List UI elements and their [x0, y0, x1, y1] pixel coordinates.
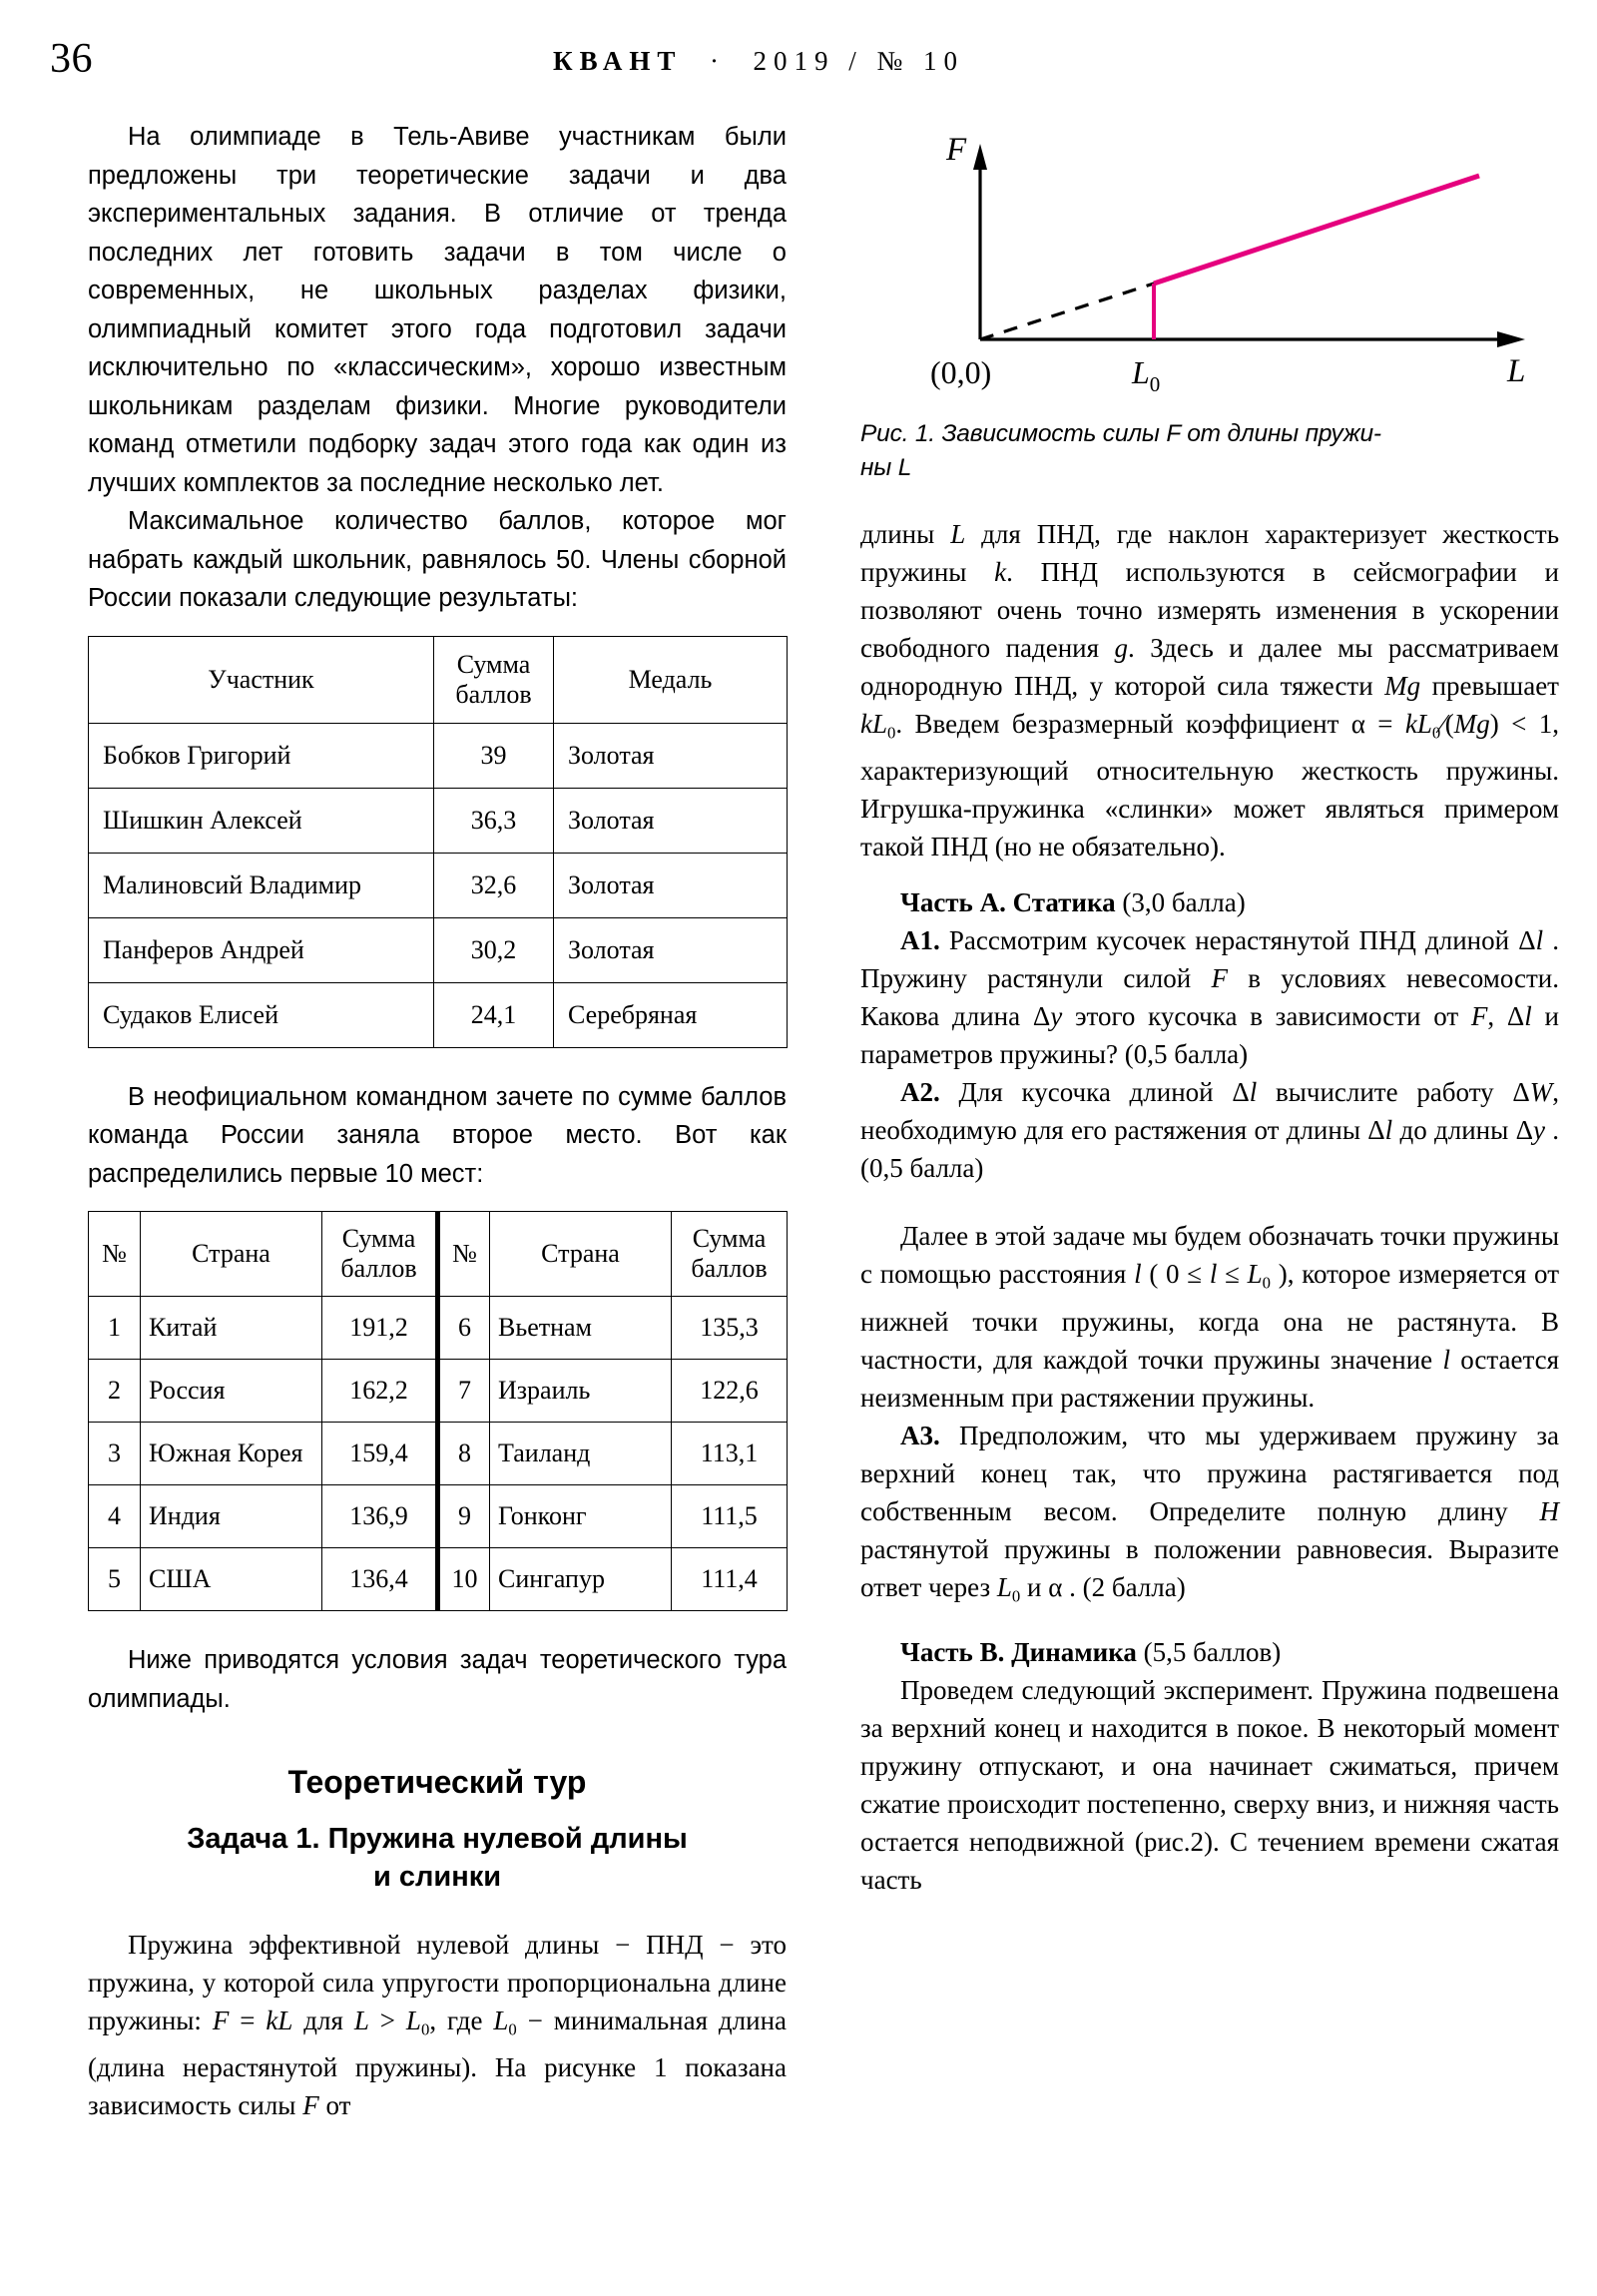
participant-medal: Золотая — [554, 917, 788, 982]
col-header-score-2 — [672, 1212, 788, 1297]
y-axis-label: F — [946, 132, 967, 168]
table-row — [89, 853, 788, 917]
right-paragraph-1: длины L для ПНД, где наклон характеризует жесткость пружины k. ПНД используются в сейсмографии и позволяют очень точно измерять изменения в ускорении свободного падения g. Здесь и далее мы рассматриваем однородную ПНД, у которой сила тяжести Mg превышает $kL_0$. Введем безразмерный коэффициент $\alpha = kL_0⁄(Mg) < 1$, характеризующий относительную жесткость пружины. Игрушка-пружинка «слинки» может являться примером такой ПНД (но не обязательно). — [860, 519, 1560, 862]
part-b-points: (5,5 баллов) — [1136, 1637, 1282, 1668]
part-b-title: Часть B. Динамика — [900, 1637, 1137, 1668]
country-name: Сингапур — [490, 1548, 672, 1611]
country-name: Россия — [141, 1360, 322, 1423]
part-a-points: (3,0 балла) — [1115, 887, 1246, 918]
col-header-medal: Медаль — [554, 636, 788, 723]
col-header-participant: Участник — [89, 636, 434, 723]
country-score: 135,3 — [672, 1297, 788, 1360]
problem-a2-label: A2. — [900, 1077, 940, 1108]
table-row — [89, 1485, 788, 1548]
table-header-row — [89, 636, 788, 723]
figure-1-plot — [860, 118, 1559, 407]
country-rank: 1 — [89, 1297, 141, 1360]
participant-name: Шишкин Алексей — [89, 788, 434, 853]
country-name: Индия — [141, 1485, 322, 1548]
part-b-text: Проведем следующий эксперимент. Пружина подвешена за верхний конец и находится в покое. В некоторый момент пружину отпускают, и она начинает сжиматься, причем сжатие происходит постепенно, сверху вниз, и нижняя часть остается неподвижной (рис.2). С течением времени сжатая часть — [860, 1675, 1559, 1896]
table-row — [89, 1297, 788, 1360]
participant-medal: Золотая — [554, 788, 788, 853]
right-column — [860, 118, 1559, 1899]
participant-name: Панферов Андрей — [89, 917, 434, 982]
participant-score: 24,1 — [434, 982, 554, 1047]
participant-score: 39 — [434, 723, 554, 788]
heading-task-1-line2: и слинки — [372, 1861, 502, 1893]
running-head — [0, 38, 1597, 98]
country-name: Таиланд — [490, 1423, 672, 1485]
participants-table — [88, 636, 788, 1048]
x-axis-arrow-icon — [1497, 331, 1525, 347]
intro-paragraph-1: На олимпиаде в Тель-Авиве участникам были предложены три теоретические задачи и два экспериментальных задания. В отличие от тренда последних лет готовить задачи в том числе о современных, не школьных разделах физики, олимпиадный комитет этого года подготовил задачи исключительно по «классическим», хорошо известным школьникам разделам физики. Многие руководители команд отметили подборку задач этого года как один из лучших комплектов за последние несколько лет. — [88, 123, 787, 497]
table-row — [89, 788, 788, 853]
participant-name: Судаков Елисей — [89, 982, 434, 1047]
problem-a2: A2. Для кусочка длиной Δl вычислите работу ΔW, необходимую для его растяжения от длины Δl до длины Δy . (0,5 балла) — [860, 1077, 1559, 1184]
page-number: 36 — [50, 36, 93, 82]
table-row — [89, 1360, 788, 1423]
journal-issue: 2019 / № 10 — [753, 46, 964, 76]
country-rank: 2 — [89, 1360, 141, 1423]
part-b-heading — [860, 1633, 1559, 1671]
col-header-score-line1: Сумма — [456, 649, 531, 679]
country-rank: 6 — [438, 1297, 490, 1360]
table-row — [89, 982, 788, 1047]
country-name: Китай — [141, 1297, 322, 1360]
country-score: 111,4 — [672, 1548, 788, 1611]
country-score: 111,5 — [672, 1485, 788, 1548]
country-score: 191,2 — [322, 1297, 438, 1360]
problem-a1-label: A1. — [900, 925, 940, 956]
header-separator: · — [709, 46, 726, 76]
problem-a3: A3. Предположим, что мы удерживаем пружину за верхний конец так, что пружина растягивается под собственным весом. Определите полную длину H растянутой пружины в положении равновесия. Выразите ответ через $L_0$ и α . (2 балла) — [860, 1420, 1559, 1606]
col-header-country-2: Страна — [490, 1212, 672, 1297]
figure-1-caption-text: Рис. 1. Зависимость силы F от длины пружи- ны L — [860, 420, 1381, 481]
participant-score: 36,3 — [434, 788, 554, 853]
country-score: 113,1 — [672, 1423, 788, 1485]
col-header-score2-line2: баллов — [691, 1254, 768, 1283]
country-name: США — [141, 1548, 322, 1611]
figure-1-caption — [860, 417, 1559, 485]
heading-task-1-line1: Задача 1. Пружина нулевой длины — [187, 1823, 688, 1855]
table-row — [89, 723, 788, 788]
table-row — [89, 917, 788, 982]
col-header-score — [322, 1212, 438, 1297]
country-rank: 4 — [89, 1485, 141, 1548]
left-column — [88, 118, 787, 2124]
heading-task-1 — [88, 1820, 787, 1896]
intro-paragraph-4: Ниже приводятся условия задач теоретического тура олимпиады. — [88, 1646, 787, 1713]
country-name: Вьетнам — [490, 1297, 672, 1360]
journal-header — [0, 46, 1517, 77]
country-score: 162,2 — [322, 1360, 438, 1423]
problem-a3-label: A3. — [900, 1420, 940, 1450]
table-row — [89, 1548, 788, 1611]
l0-tick-label: $L_0$ — [1132, 354, 1161, 396]
col-header-score-line2: баллов — [340, 1254, 417, 1283]
country-rank: 5 — [89, 1548, 141, 1611]
col-header-score-line2: баллов — [455, 679, 532, 709]
country-rank: 3 — [89, 1423, 141, 1485]
country-name: Израиль — [490, 1360, 672, 1423]
country-score: 136,4 — [322, 1548, 438, 1611]
table-row — [89, 1423, 788, 1485]
participant-name: Бобков Григорий — [89, 723, 434, 788]
participant-medal: Золотая — [554, 853, 788, 917]
figure-1 — [860, 118, 1559, 417]
part-a-title: Часть A. Статика — [900, 887, 1116, 918]
participant-score: 32,6 — [434, 853, 554, 917]
participant-medal: Серебряная — [554, 982, 788, 1047]
task-1-intro: Пружина эффективной нулевой длины − ПНД − это пружина, у которой сила упругости пропорциональна длине пружины: F = kL для $L > L_0$, где $L_0$ − минимальная длина (длина нерастянутой пружины). На рисунке 1 показана зависимость силы F от — [88, 1930, 788, 2121]
right-paragraph-middle: Далее в этой задаче мы будем обозначать точки пружины с помощью расстояния l ( $0 \le l \le L_0$ ), которое измеряется от нижней точки пружины, когда она не растянута. В частности, для каждой точки пружины значение l остается неизменным при растяжении пружины. — [860, 1221, 1559, 1413]
countries-table — [88, 1211, 788, 1611]
problem-a1: A1. Рассмотрим кусочек нерастянутой ПНД длиной Δl . Пружину растянули силой F в условиях невесомости. Какова длина Δy этого кусочка в зависимости от F, Δl и параметров пружины? (0,5 балла) — [860, 925, 1559, 1070]
origin-label: (0,0) — [930, 354, 992, 390]
journal-name: КВАНТ — [553, 46, 683, 76]
country-rank: 9 — [438, 1485, 490, 1548]
country-score: 136,9 — [322, 1485, 438, 1548]
country-name: Южная Корея — [141, 1423, 322, 1485]
col-header-score-line1: Сумма — [341, 1224, 416, 1253]
col-header-rank-2: № — [438, 1212, 490, 1297]
participant-medal: Золотая — [554, 723, 788, 788]
col-header-rank: № — [89, 1212, 141, 1297]
country-rank: 8 — [438, 1423, 490, 1485]
participant-name: Малиновсий Владимир — [89, 853, 434, 917]
col-header-score — [434, 636, 554, 723]
participant-score: 30,2 — [434, 917, 554, 982]
country-rank: 10 — [438, 1548, 490, 1611]
country-score: 159,4 — [322, 1423, 438, 1485]
part-a-heading — [860, 883, 1559, 921]
country-score: 122,6 — [672, 1360, 788, 1423]
extrapolation-dashed-line — [980, 284, 1154, 339]
intro-paragraph-2: Максимальное количество баллов, которое мог набрать каждый школьник, равнялось 50. Члены сборной России показали следующие результаты: — [88, 507, 787, 612]
col-header-country: Страна — [141, 1212, 322, 1297]
country-name: Гонконг — [490, 1485, 672, 1548]
country-rank: 7 — [438, 1360, 490, 1423]
force-length-line — [1154, 176, 1479, 284]
heading-theoretical-tour: Теоретический тур — [287, 1764, 587, 1800]
table-header-row — [89, 1212, 788, 1297]
x-axis-label: L — [1507, 353, 1526, 389]
intro-paragraph-3: В неофициальном командном зачете по сумме баллов команда России заняла второе место. Вот как распределились первые 10 мест: — [88, 1082, 787, 1188]
col-header-score2-line1: Сумма — [692, 1224, 767, 1253]
y-axis-arrow-icon — [973, 144, 987, 170]
